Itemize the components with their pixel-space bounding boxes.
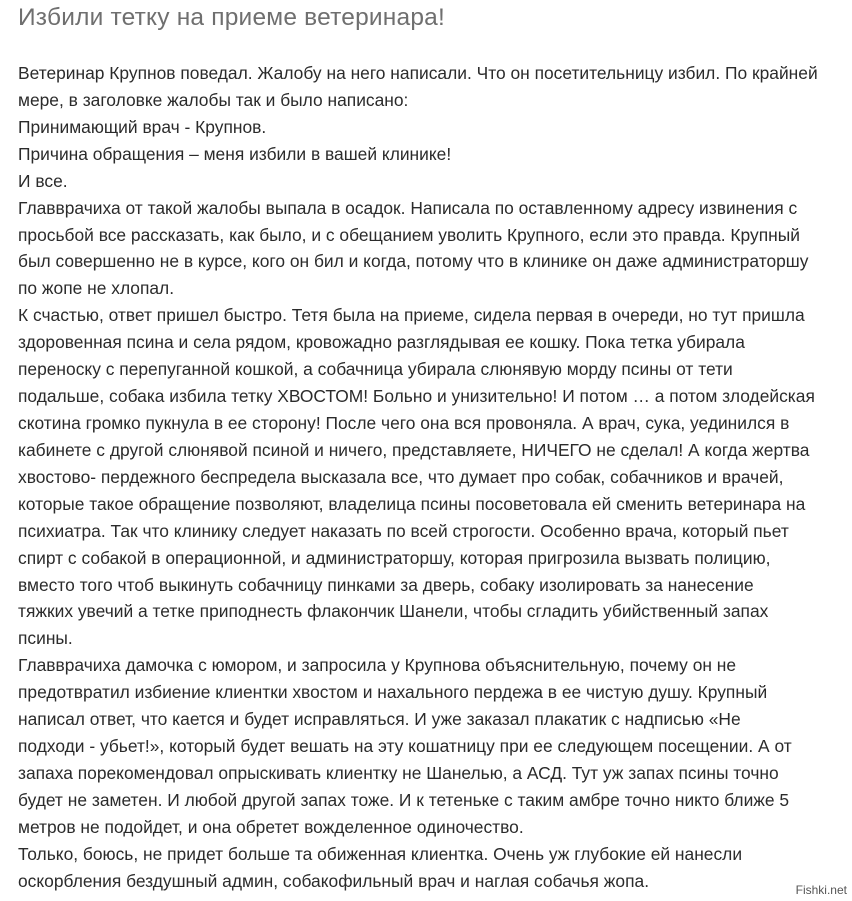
text-line: тяжких увечий а тетке приподнесть флакончик Шанели, чтобы сгладить убийственный запах bbox=[18, 601, 769, 622]
text-line: Ветеринар Крупнов поведал. Жалобу на него написали. Что он посетительницу избил. По крайней bbox=[18, 63, 818, 83]
text-line: Главврачиха дамочка с юмором, и запросила у Крупнова объяснительную, почему он не bbox=[18, 655, 737, 676]
text-line: которые такое обращение позволяют, владелица псины посоветовала ей сменить ветеринара на bbox=[18, 493, 806, 514]
text-line: Принимающий врач - Крупнов. bbox=[18, 116, 267, 137]
text-line: психиатра. Так что клинику следует наказать по всей строгости. Особенно врача, который пьет bbox=[18, 520, 789, 541]
text-line: Причина обращения – меня избили в вашей клинике! bbox=[18, 143, 452, 164]
text-line: Главврачиха от такой жалобы выпала в осадок. Написала по оставленному адресу извинения с bbox=[18, 197, 798, 218]
article-body bbox=[18, 60, 848, 895]
text-line: здоровенная псина и села рядом, кровожадно разглядывая ее кошку. Пока тетка убирала bbox=[18, 332, 745, 353]
text-line: написал ответ, что кается и будет исправляться. И уже заказал плакатик с надписью «Не bbox=[18, 709, 741, 730]
article-title: Избили тетку на приеме ветеринара! bbox=[18, 4, 445, 31]
text-line: по жопе не хлопал. bbox=[18, 278, 175, 299]
text-line: мере, в заголовке жалобы так и было написано: bbox=[18, 89, 409, 110]
text-line: псины. bbox=[18, 628, 73, 649]
text-line: метров не подойдет, и она обретет вожделенное одиночество. bbox=[18, 816, 524, 837]
text-line: скотина громко пукнула в ее сторону! После чего она вся провоняла. А врач, сука, уединился в bbox=[18, 412, 790, 433]
text-line: оскорбления бездушный админ, собакофильный врач и наглая собачья жопа. bbox=[18, 870, 650, 891]
text-line: кабинете с другой слюнявой псиной и ничего, представляете, НИЧЕГО не сделал! А когда жертва bbox=[18, 439, 810, 460]
text-line: спирт с собакой в операционной, и администраторшу, которая пригрозила вызвать полицию, bbox=[18, 547, 771, 568]
text-line: Только, боюсь, не придет больше та обиженная клиентка. Очень уж глубокие ей нанесли bbox=[18, 843, 743, 864]
text-line: К счастью, ответ пришел быстро. Тетя была на приеме, сидела первая в очереди, но тут пришла bbox=[18, 305, 805, 326]
text-line: хвостово- пердежного беспредела высказала все, что думает про собак, собачников и врачей, bbox=[18, 466, 784, 487]
watermark-text: Fishki.net bbox=[795, 883, 847, 897]
text-line: подальше, собака избила тетку ХВОСТОМ! Больно и унизительно! И потом … а потом злодейская bbox=[18, 386, 815, 407]
text-line: И все. bbox=[18, 170, 68, 191]
text-line: будет не заметен. И любой другой запах тоже. И к тетеньке с таким амбре точно никто ближе 5 bbox=[18, 789, 790, 810]
text-line: предотвратил избиение клиентки хвостом и нахального пердежа в ее чистую душу. Крупный bbox=[18, 682, 768, 703]
text-line: был совершенно не в курсе, кого он бил и когда, потому что в клинике он даже администраторшу bbox=[18, 251, 809, 272]
text-line: запаха порекомендовал опрыскивать клиентку не Шанелью, а АСД. Тут уж запах псины точно bbox=[18, 762, 779, 783]
text-line: просьбой все рассказать, как было, и с обещанием уволить Крупного, если это правда. Крупный bbox=[18, 224, 800, 245]
text-line: подходи - убьет!», который будет вешать на эту кошатницу при ее следующем посещении. А от bbox=[18, 736, 792, 757]
text-line: переноску с перепуганной кошкой, а собачница убирала слюнявую морду псины от тети bbox=[18, 359, 733, 380]
text-line: вместо того чтоб выкинуть собачницу пинками за дверь, собаку изолировать за нанесение bbox=[18, 574, 754, 595]
